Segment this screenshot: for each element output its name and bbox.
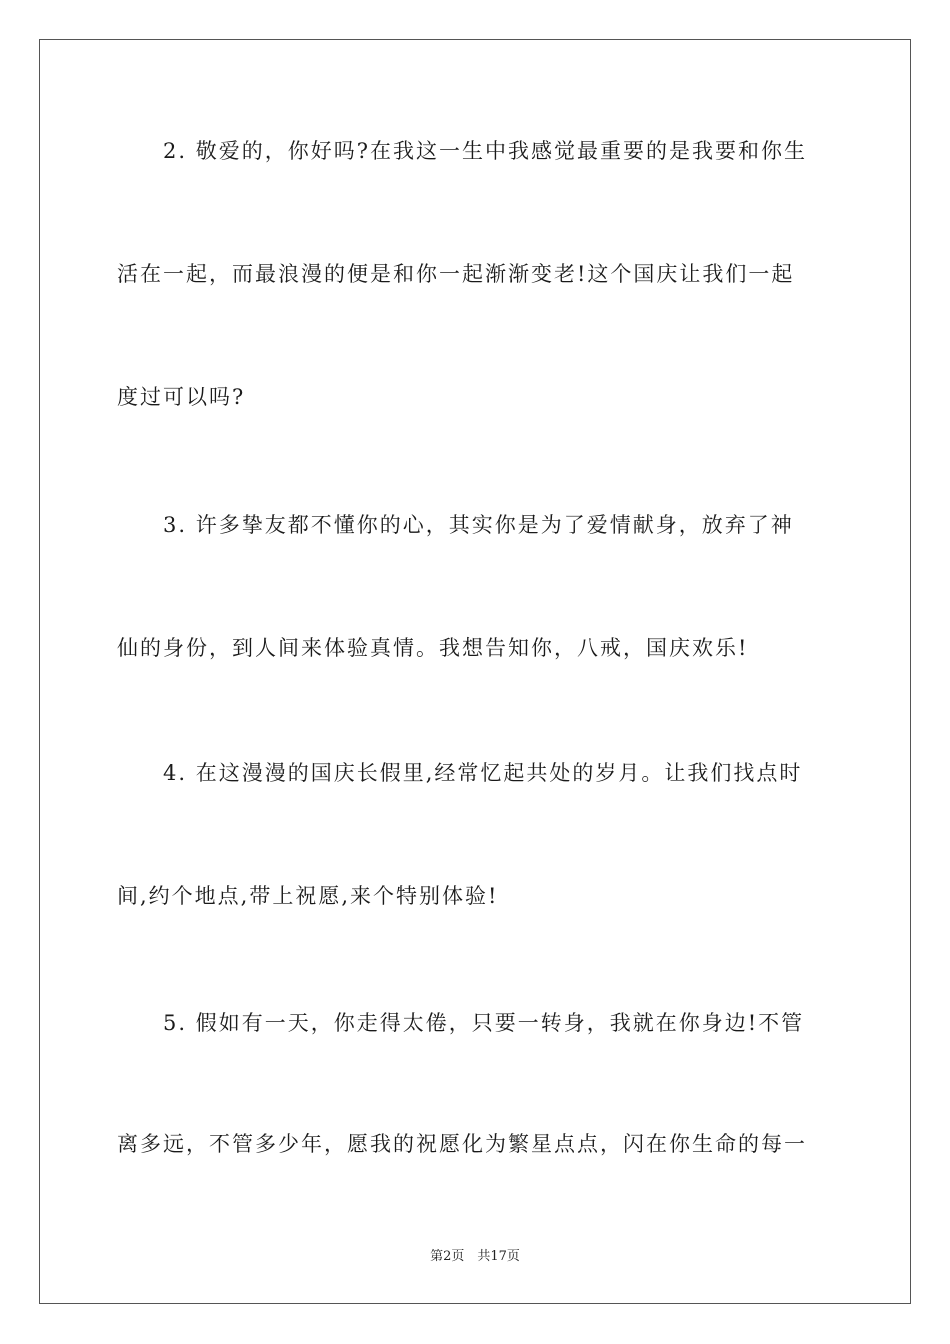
- paragraph-2-line-1: 2. 敬爱的，你好吗?在我这一生中我感觉最重要的是我要和你生: [163, 139, 807, 163]
- paragraph-3-line-2: 仙的身份，到人间来体验真情。我想告知你，八戒，国庆欢乐!: [117, 636, 749, 660]
- page-border: [39, 39, 911, 1304]
- paragraph-3-line-1: 3. 许多挚友都不懂你的心，其实你是为了爱情献身，放弃了神: [163, 513, 794, 537]
- paragraph-2-line-3: 度过可以吗?: [117, 385, 246, 409]
- paragraph-2-line-2: 活在一起，而最浪漫的便是和你一起渐渐变老!这个国庆让我们一起: [117, 262, 795, 286]
- paragraph-5-line-1: 5. 假如有一天，你走得太倦，只要一转身，我就在你身边!不管: [163, 1011, 805, 1035]
- paragraph-4-line-1: 4. 在这漫漫的国庆长假里,经常忆起共处的岁月。让我们找点时: [163, 761, 803, 785]
- page-number-footer: 第2页 共17页: [430, 1249, 520, 1264]
- paragraph-5-line-2: 离多远，不管多少年，愿我的祝愿化为繁星点点，闪在你生命的每一: [117, 1132, 807, 1156]
- paragraph-4-line-2: 间,约个地点,带上祝愿,来个特别体验!: [117, 884, 499, 908]
